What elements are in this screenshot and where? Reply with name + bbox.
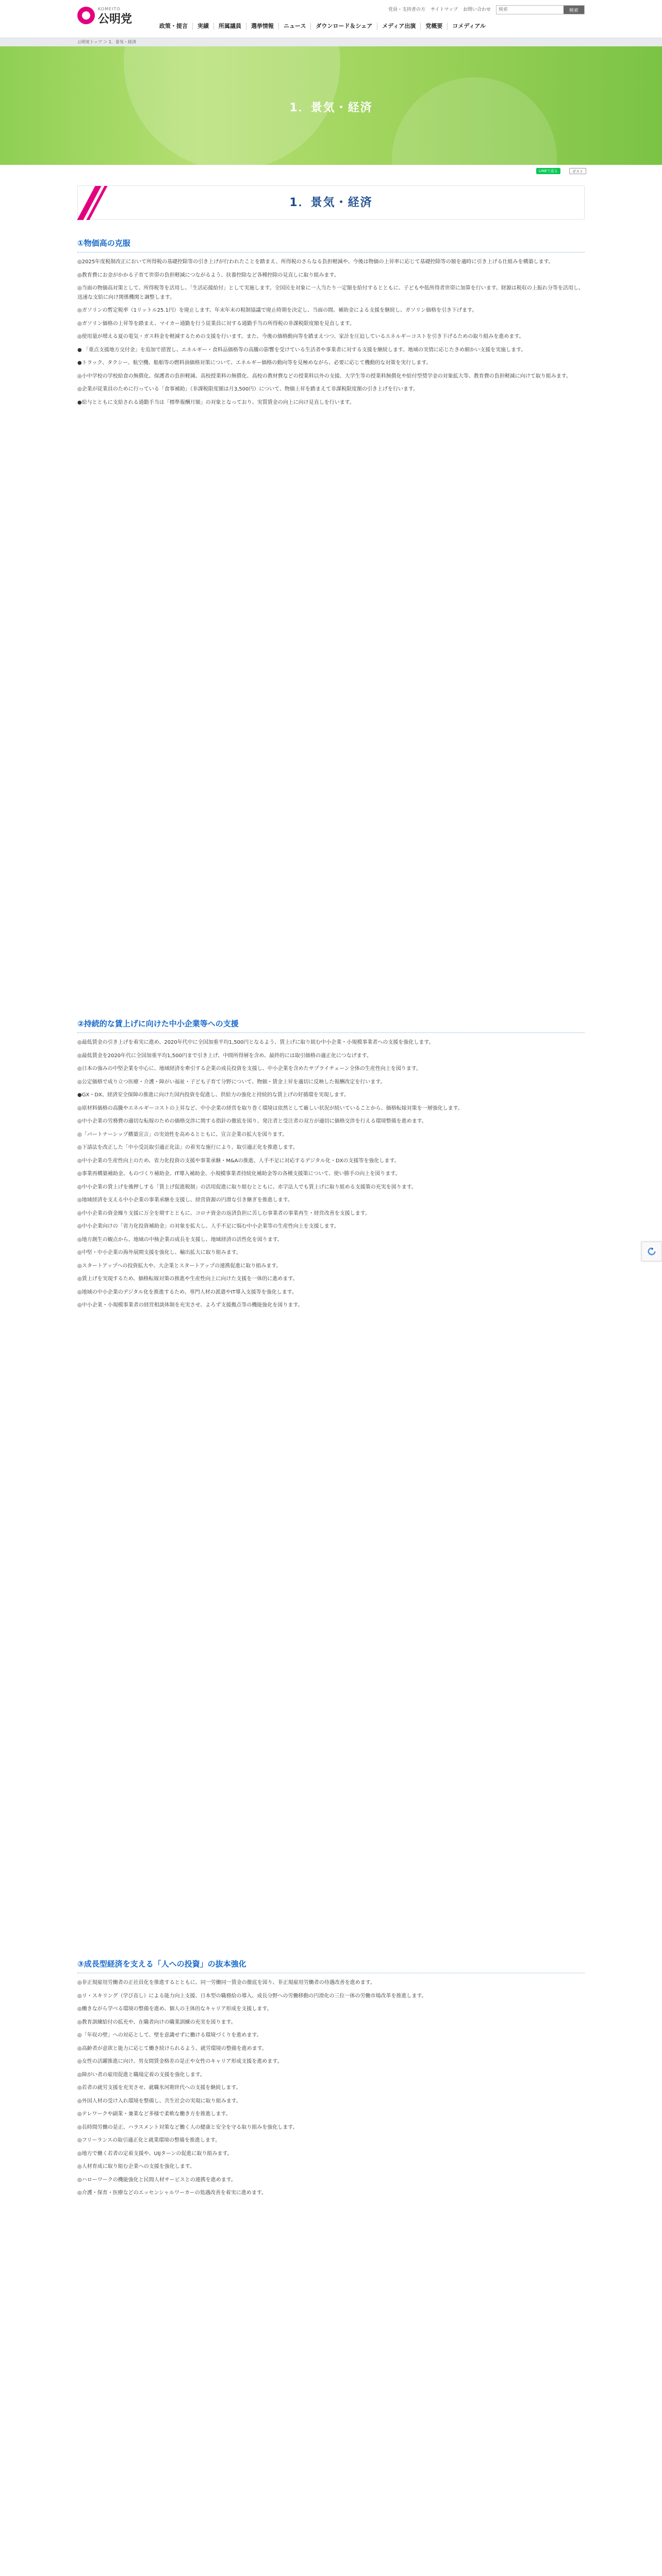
policy-paragraph: ◎非正規雇用労働者の正社員化を推進するとともに、同一労働同一賃金の徹底を図り、非正規雇用労働者の待遇改善を進めます。 [77, 1980, 375, 1986]
logo-sub-text: KOMEITO [98, 7, 121, 11]
policy-paragraph: ◎フリーランスの取引適正化と就業環境の整備を推進します。 [77, 2138, 221, 2143]
nav-members[interactable]: 所属議員 [214, 23, 246, 30]
section-title: ②持続的な賃上げに向けた中小企業等への支援 [77, 1018, 585, 1033]
policy-paragraph: ◎「パートナーシップ構築宣言」の実効性を高めるとともに、宣言企業の拡大を図ります。 [77, 1131, 288, 1138]
policy-paragraph: ◎地域の中小企業のデジタル化を推進するため、専門人材の派遣やIT導入支援等を強化します。 [77, 1289, 297, 1295]
section-inflation [77, 237, 585, 411]
search-button[interactable]: 検索 [564, 6, 584, 14]
nav-about[interactable]: 党概要 [421, 23, 448, 30]
nav-policy[interactable]: 政策・提言 [155, 23, 193, 30]
policy-paragraph: ◎長時間労働の是正、ハラスメント対策など働く人の健康と安全を守る取り組みを強化します。 [77, 2124, 298, 2130]
policy-paragraph: ◎女性の活躍推進に向け、男女間賃金格差の是正や女性のキャリア形成支援を進めます。 [77, 2059, 283, 2064]
section-human-investment [77, 1958, 585, 2202]
policy-paragraph: ◎中小企業の労務費の適切な転嫁のための価格交渉に関する指針の徹底を図り、発注者と受注者の双方が適切に価格交渉を行える環境整備を進めます。 [77, 1118, 427, 1124]
hero-decoration [392, 77, 557, 165]
policy-paragraph: ◎テレワークや副業・兼業など多様で柔軟な働き方を推進します。 [77, 2111, 231, 2117]
policy-paragraph: ◎事業再構築補助金、ものづくり補助金、IT導入補助金、小規模事業者持続化補助金等の各種支援策について、使い勝手の向上を図ります。 [77, 1171, 401, 1177]
policy-paragraph: ◎中堅・中小企業の海外展開支援を強化し、輸出拡大に取り組みます。 [77, 1250, 241, 1256]
policy-paragraph: ◎中小企業・小規模事業者の経営相談体制を充実させ、よろず支援拠点等の機能強化を図ります。 [77, 1302, 303, 1308]
policy-paragraph: ◎中小企業の賃上げを後押しする「賃上げ促進税制」の活用促進に取り組むとともに、赤字法人でも賃上げに取り組める支援策の充実を図ります。 [77, 1184, 417, 1190]
recaptcha-icon [647, 1246, 657, 1257]
util-link-contact[interactable]: お問い合わせ [462, 7, 491, 12]
nav-election[interactable]: 選挙情報 [246, 23, 279, 30]
policy-paragraph: ◎中小企業の生産性向上のため、省力化投資の支援や事業承継・M&Aの推進、人手不足に対応するデジタル化・DXの支援等を強化します。 [77, 1158, 400, 1164]
policy-paragraph: ◎ガソリン価格の上昇等を踏まえ、マイカー通勤を行う従業員に対する通勤手当の所得税の非課税限度額を見直します。 [77, 320, 355, 327]
nav-news[interactable]: ニュース [279, 23, 311, 30]
policy-paragraph: ◎当面の物価高対策として、所得税等を活用し、「生活応援給付」として実施します。全国民を対象に一人当たり一定額を給付するとともに、子どもや低所得者世帯に加算を行います。財源は税収の上振れ分等を活用し、迅速な支給に向け関係機関と調整します。 [77, 285, 584, 300]
policy-paragraph: ◎外国人材の受け入れ環境を整備し、共生社会の実現に取り組みます。 [77, 2098, 241, 2104]
policy-paragraph: ◎中小企業向けの「省力化投資補助金」の対象を拡大し、人手不足に悩む中小企業等の生産性向上を支援します。 [77, 1224, 339, 1229]
policy-paragraph: ●トラック、タクシー、航空機、船舶等の燃料油価格対策について、エネルギー価格の動向等を見極めながら、必要に応じて機動的な対策を実行します。 [77, 360, 432, 366]
policy-paragraph: ◎地方創生の観点から、地域の中核企業の成長を支援し、地域経済の活性化を図ります。 [77, 1236, 283, 1243]
policy-paragraph: ◎「年収の壁」への対応として、壁を意識せずに働ける環境づくりを進めます。 [77, 2032, 262, 2038]
policy-paragraph: ◎地域経済を支える中小企業の事業承継を支援し、経営資源の円滑な引き継ぎを推進します。 [77, 1197, 293, 1203]
page-title: 1．景気・経済 [289, 196, 373, 209]
hero-banner [0, 46, 662, 165]
policy-paragraph: ◎公定価格で成り立つ医療・介護・障がい福祉・子ども子育て分野について、物価・賃金上昇を適切に反映した報酬改定を行います。 [77, 1079, 386, 1085]
util-link-supporters[interactable]: 党員・支持者の方 [388, 7, 425, 12]
section-body [77, 258, 585, 407]
policy-paragraph: ◎原材料価格の高騰やエネルギーコストの上昇など、中小企業の経営を取り巻く環境は依然として厳しい状況が続いていることから、価格転嫁対策を一層強化します。 [77, 1105, 463, 1111]
policy-paragraph: ●GX・DX、経済安全保障の推進に向けた国内投資を促進し、供給力の強化と持続的な賃上げの好循環を実現します。 [77, 1092, 350, 1098]
policy-paragraph: ◎中小企業の資金繰り支援に万全を期すとともに、コロナ資金の返済負担に苦しむ事業者の事業再生・経営改善を支援します。 [77, 1210, 370, 1216]
breadcrumb[interactable]: 公明党トップ ＞ 1．景気・経済 [0, 38, 662, 46]
policy-paragraph: ◎教育訓練給付の拡充や、在職者向けの職業訓練の充実を図ります。 [77, 2019, 236, 2025]
policy-paragraph: ◎最低賃金の引き上げを着実に進め、2020年代中に全国加重平均1,500円となるよう、賃上げに取り組む中小企業・小規模事業者への支援を強化します。 [77, 1040, 434, 1045]
search-box [496, 5, 585, 14]
policy-paragraph: ●給与とともに支給される通勤手当は「標準報酬月額」の対象となっており、実質賃金の向上に向け見直しを行います。 [77, 399, 355, 405]
policy-paragraph: ◎教育費にお金がかかる子育て世帯の負担軽減につながるよう、扶養控除など各種控除の見直しに取り組みます。 [77, 272, 339, 278]
policy-paragraph: ◎介護・保育・医療などのエッセンシャルワーカーの処遇改善を着実に進めます。 [77, 2190, 267, 2196]
policy-paragraph: ◎地方で働く若者の定着支援や、UIJターンの促進に取り組みます。 [77, 2150, 233, 2157]
x-post-button[interactable]: ポスト [569, 168, 586, 174]
recaptcha-badge[interactable] [641, 1242, 662, 1261]
policy-paragraph: ◎使用量が増える夏の電気・ガス料金を軽減するための支援を行います。また、今後の価格動向等を踏まえつつ、家計を圧迫しているエネルギーコストを引き下げるための取り組みを進めます。 [77, 334, 524, 340]
main-nav [155, 23, 490, 30]
policy-paragraph: ◎ガソリンの暫定税率（1リットル25.1円）を廃止します。年末年末の税制協議で廃止時期を決定し、当面の間、補助金による支援を継続し、ガソリン価格を引き下げます。 [77, 308, 477, 313]
site-logo[interactable] [77, 6, 132, 25]
site-header [0, 0, 662, 38]
policy-paragraph: ◎人材育成に取り組む企業への支援を強化します。 [77, 2164, 195, 2170]
policy-paragraph: ◎日本の強みの中堅企業を中心に、地域経済を牽引する企業の成長投資を支援し、中小企業を含めたサプライチェーン全体の生産性向上を図ります。 [77, 1066, 422, 1072]
logo-mark-icon [77, 7, 95, 24]
logo-main-text: 公明党 [98, 12, 133, 26]
nav-download[interactable]: ダウンロード＆シェア [311, 23, 377, 30]
nav-media[interactable]: メディア出演 [377, 23, 421, 30]
nav-achievements[interactable]: 実績 [193, 23, 214, 30]
section-title: ③成長型経済を支える「人への投資」の抜本強化 [77, 1958, 585, 1973]
section-body [77, 1038, 585, 1310]
policy-paragraph: ◎下請法を改正した「中小受託取引適正化法」の着実な施行により、取引適正化を推進します。 [77, 1145, 298, 1150]
utility-nav [388, 5, 585, 14]
nav-komedial[interactable]: コメディアル [452, 23, 486, 29]
policy-paragraph: ◎最低賃金を2020年代に全国加重平均1,500円まで引き上げ、中間所得層を含め、最終的には取引価格の適正化につなげます。 [77, 1053, 372, 1059]
policy-paragraph: ◎高齢者が意欲と能力に応じて働き続けられるよう、就労環境の整備を進めます。 [77, 2045, 267, 2052]
line-share-button[interactable]: LINEで送る [536, 168, 560, 174]
policy-paragraph: ◎リ・スキリング（学び直し）による能力向上支援、日本型の職務給の導入、成長分野への労働移動の円滑化の三位一体の労働市場改革を推進します。 [77, 1993, 427, 1999]
util-link-sitemap[interactable]: サイトマップ [430, 7, 458, 12]
policy-paragraph: ◎働きながら学べる環境の整備を進め、個人の主体的なキャリア形成を支援します。 [77, 2006, 272, 2012]
policy-paragraph: ◎スタートアップへの投資拡大や、大企業とスタートアップの連携促進に取り組みます。 [77, 1263, 282, 1269]
policy-paragraph: ◎賃上げを実現するため、価格転嫁対策の推進や生産性向上に向けた支援を一体的に進めます。 [77, 1276, 298, 1282]
hero-title: 1．景気・経済 [289, 101, 373, 114]
policy-paragraph: ◎障がい者の雇用促進と職場定着の支援を強化します。 [77, 2072, 205, 2078]
policy-paragraph: ● 「重点支援地方交付金」を追加で措置し、エネルギー・食料品価格等の高騰の影響を受けている生活者や事業者に対する支援を継続します。地域の実情に応じたきめ細かい支援を実施します。 [77, 347, 526, 353]
section-title: ①物価高の克服 [77, 237, 585, 252]
share-row [0, 165, 662, 177]
main-content [77, 185, 585, 2196]
policy-paragraph: ◎2025年度税制改正において所得税の基礎控除等の引き上げが行われたことを踏まえ、所得税のさらなる負担軽減や、今後は物価の上昇率に応じて基礎控除等の額を適時に引き上げる仕組みを構築します。 [77, 259, 554, 265]
search-input[interactable] [496, 6, 564, 14]
policy-paragraph: ◎ハローワークの機能強化と民間人材サービスとの連携を進めます。 [77, 2177, 236, 2183]
page-heading-box [77, 185, 585, 219]
section-wage-sme [77, 1018, 585, 1314]
policy-paragraph: ◎小中学校の学校給食の無償化、保護者の負担軽減、高校授業料の無償化、高校の教材費などの授業料以外の支援、大学生等の授業料無償化や給付型奨学金の対象拡大等、教育費の負担軽減に向けて取り組みます。 [77, 373, 571, 379]
policy-paragraph: ◎企業が従業員のために行っている「食事補助」（非課税限度額は月3,500円）について、物価上昇を踏まえて非課税限度額の引き上げを行います。 [77, 386, 419, 392]
section-body [77, 1978, 585, 2198]
policy-paragraph: ◎若者の就労支援を充実させ、就職氷河期世代への支援を継続します。 [77, 2085, 241, 2091]
